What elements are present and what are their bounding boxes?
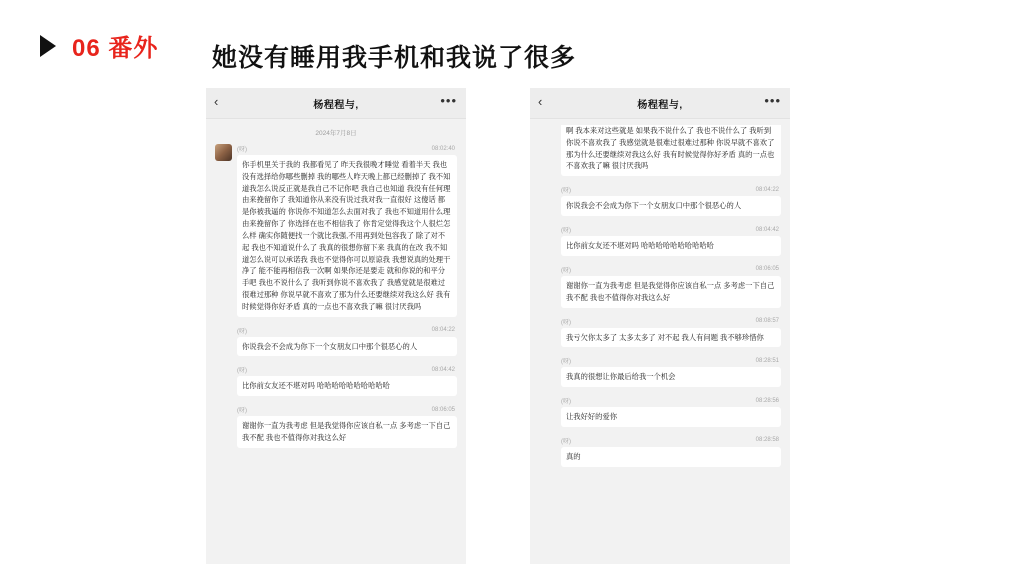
- message-bubble: 真的: [561, 447, 781, 467]
- chat-topbar: [206, 88, 466, 119]
- message-sender: (呀): [561, 267, 571, 274]
- message-bubble: 你说我会不会成为你下一个女朋友口中那个很恶心的人: [237, 337, 457, 357]
- avatar-placeholder: [539, 436, 556, 453]
- message-bubble-clipped: 啊 我本来对这些就是 如果我不说什么了 我也不说什么了 我听到你说不喜欢我了 我感觉就是很难过很难过那种 你说早就不喜欢了那为什么还要继续对我这么好 我有时候觉得你好矛盾 真的一点也不喜欢我了嘛 很讨厌我吗: [561, 125, 781, 176]
- message-sender: (呀): [237, 368, 247, 375]
- avatar-placeholder: [539, 317, 556, 334]
- message-bubble: 谢谢你一直为我考虑 但是我觉得你应该自私一点 多考虑一下自己 我不配 我也不值得你对我这么好: [237, 416, 457, 448]
- avatar-placeholder: [539, 396, 556, 413]
- message-bubble: 你说我会不会成为你下一个女朋友口中那个很恶心的人: [561, 196, 781, 216]
- message-sender: (呀): [561, 399, 571, 406]
- message-time: 08:28:56: [755, 397, 779, 404]
- message-sender: (呀): [561, 438, 571, 445]
- list-item: [539, 356, 781, 387]
- date-divider: 2024年7月8日: [315, 130, 357, 137]
- chat-message-list[interactable]: [206, 119, 466, 564]
- message-time: 08:04:22: [431, 327, 455, 334]
- message-time: 08:04:22: [755, 186, 779, 193]
- message-time: 08:02:40: [431, 145, 455, 152]
- chat-screenshot-left: [206, 88, 466, 564]
- list-item: [539, 265, 781, 308]
- list-item: [539, 436, 781, 467]
- back-icon[interactable]: ‹: [538, 94, 543, 109]
- avatar-placeholder: [215, 326, 232, 343]
- message-bubble: 我真的很想让你最后给我一个机会: [561, 367, 781, 387]
- message-sender: (呀): [237, 328, 247, 335]
- message-time: 08:28:51: [755, 357, 779, 364]
- list-item: [215, 365, 457, 396]
- fade-overlay: [206, 539, 466, 564]
- message-bubble: 你手机里关于我的 我都看见了 昨天我很晚才睡觉 看着半天 我也没有选择给你哪些删掉 我的哪些人昨天晚上都已经删掉了 我不知道我怎么说反正就是我自己不记你吧 我自己也知道 我没有任何理由来挽留你了 我知道你从来没有说过我对我一直很好 这傻话 都是你被我逼的 你说你不知道怎么去面对我了 我也不知道用什么理由来挽留你了 你选择在也不相信我了 你肯定觉得我这个人很烂怎么样 确实你随便找一个就比我强,不用再到处包容我了 除了对不起 我也不知道说什么了 我真的很想你留下来 我真的在改 我不知道怎么说可以承诺我 我也不觉得你可以原谅我 我想说真的处理干净了 能不能再相信我一次啊 如果你还是要走 就和你说的和平分手吧 我也不说什么了 我听到你说不喜欢我了 我感觉就是很难过很难过那种 你说早就不喜欢了那为什么还要继续对我这么好 我有时候觉得你好矛盾 真的一点也不喜欢我了嘛 很讨厌我吗: [237, 155, 457, 317]
- play-triangle-icon: [40, 35, 56, 57]
- avatar-placeholder: [539, 265, 556, 282]
- avatar-placeholder: [539, 356, 556, 373]
- message-time: 08:04:42: [431, 366, 455, 373]
- message-sender: (呀): [561, 228, 571, 235]
- chat-contact-name: 杨程程与,: [637, 99, 683, 111]
- more-options-icon[interactable]: •••: [764, 93, 781, 108]
- message-sender: (呀): [561, 188, 571, 195]
- avatar-placeholder: [215, 405, 232, 422]
- message-time: 08:06:05: [431, 406, 455, 413]
- avatar-placeholder: [215, 365, 232, 382]
- list-item: [539, 396, 781, 427]
- message-sender: (呀): [561, 359, 571, 366]
- chat-message-list[interactable]: [530, 119, 790, 564]
- slide-header: [40, 28, 158, 63]
- chat-contact-name: 杨程程与,: [313, 99, 359, 111]
- message-bubble: 比你前女友还不堪对吗 哈哈哈哈哈哈哈哈哈哈: [561, 236, 781, 256]
- chat-screenshot-right: [530, 88, 790, 564]
- more-options-icon[interactable]: •••: [440, 93, 457, 108]
- message-bubble: 谢谢你一直为我考虑 但是我觉得你应该自私一点 多考虑一下自己 我不配 我也不值得你对我这么好: [561, 276, 781, 308]
- message-sender: (呀): [237, 147, 247, 153]
- message-bubble: 比你前女友还不堪对吗 哈哈哈哈哈哈哈哈哈哈: [237, 376, 457, 396]
- list-item: [215, 144, 457, 317]
- list-item: [539, 185, 781, 216]
- message-time: 08:28:58: [755, 437, 779, 444]
- page-title: 她没有睡用我手机和我说了很多: [212, 44, 577, 72]
- list-item: [539, 225, 781, 256]
- list-item: [539, 317, 781, 348]
- fade-overlay: [530, 539, 790, 564]
- list-item: [215, 326, 457, 357]
- message-time: 08:04:42: [755, 226, 779, 233]
- avatar-placeholder: [539, 225, 556, 242]
- back-icon[interactable]: ‹: [214, 94, 219, 109]
- list-item: [215, 405, 457, 448]
- chat-topbar: [530, 88, 790, 119]
- message-bubble: 让我好好的爱你: [561, 407, 781, 427]
- message-sender: (呀): [237, 408, 247, 415]
- message-time: 08:08:57: [755, 318, 779, 324]
- avatar-placeholder: [539, 185, 556, 202]
- message-bubble: 我亏欠你太多了 太多太多了 对不起 我人有问题 我不够珍惜你: [561, 328, 781, 348]
- message-sender: (呀): [561, 319, 571, 326]
- message-time: 08:06:05: [755, 266, 779, 273]
- avatar: [215, 144, 232, 161]
- section-number: 06 番外: [72, 35, 159, 62]
